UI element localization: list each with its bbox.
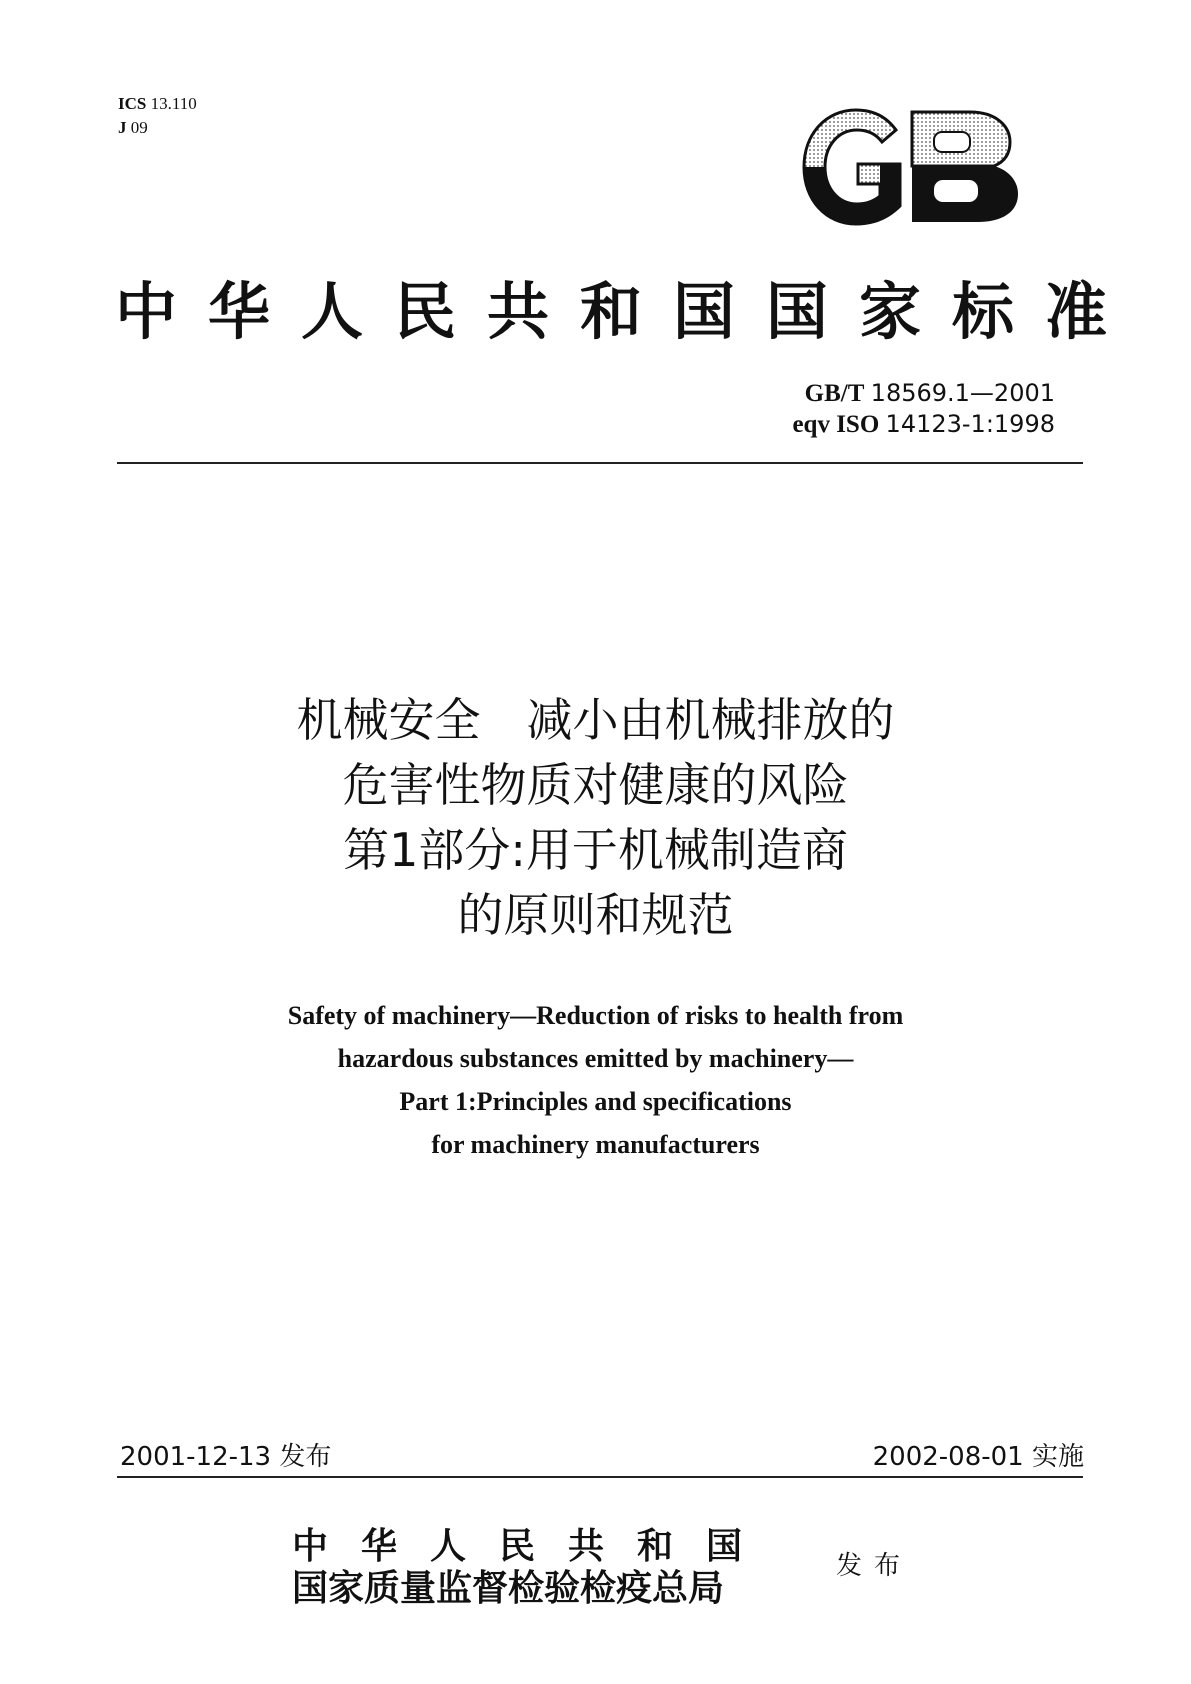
bottom-divider bbox=[117, 1476, 1083, 1478]
top-divider bbox=[117, 462, 1083, 464]
implementation-date: 2002-08-01 实施 bbox=[872, 1442, 1084, 1472]
title-cn-line: 危害性物质对健康的风险 bbox=[342, 758, 849, 812]
title-cn-line: 的原则和规范 bbox=[457, 888, 734, 942]
ics-line bbox=[118, 92, 197, 116]
standard-number bbox=[792, 378, 1055, 409]
equivalence-prefix: eqv ISO bbox=[792, 411, 880, 438]
issue-date: 2001-12-13 发布 bbox=[120, 1442, 332, 1472]
title-en-line: for machinery manufacturers bbox=[431, 1130, 760, 1159]
title-en-line: hazardous substances emitted by machinery— bbox=[337, 1044, 854, 1073]
standard-code: 18569.1—2001 bbox=[870, 379, 1055, 407]
title-chinese bbox=[0, 688, 1191, 948]
equivalence-number bbox=[792, 409, 1055, 440]
ics-label: ICS bbox=[118, 94, 147, 113]
title-en-line: Part 1:Principles and specifications bbox=[399, 1087, 792, 1116]
ics-code: 13.110 bbox=[150, 94, 197, 113]
standard-prefix: GB/T bbox=[804, 380, 865, 407]
publisher-line-1: 中华人民共和国 bbox=[292, 1525, 776, 1567]
title-cn-line: 机械安全 减小由机械排放的 bbox=[296, 693, 895, 747]
equivalence-code: 14123-1:1998 bbox=[885, 410, 1055, 438]
national-standard-heading: 中华人民共和国国家标准 bbox=[115, 275, 1139, 348]
gb-logo-icon bbox=[800, 108, 1022, 226]
publisher-line-2: 国家质量监督检验检疫总局 bbox=[292, 1567, 725, 1609]
standard-number-block bbox=[792, 378, 1055, 440]
classification-codes bbox=[118, 92, 197, 140]
ccs-line bbox=[118, 116, 197, 140]
ccs-code: 09 bbox=[130, 118, 148, 137]
title-en-line: Safety of machinery—Reduction of risks to health from bbox=[287, 1001, 904, 1030]
ccs-label: J bbox=[118, 118, 127, 137]
publisher-action: 发布 bbox=[836, 1551, 913, 1581]
title-cn-line: 第1部分:用于机械制造商 bbox=[343, 823, 848, 877]
title-english bbox=[0, 994, 1191, 1166]
